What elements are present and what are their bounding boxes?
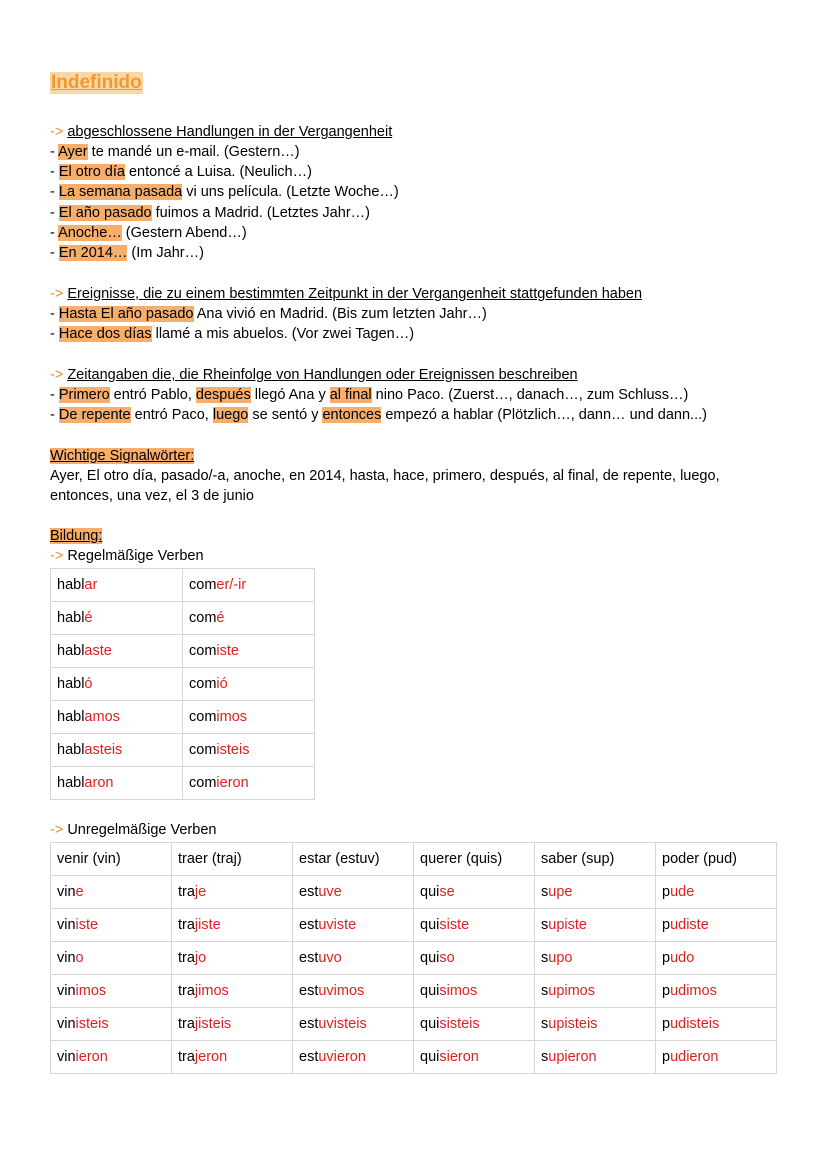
table-cell: quisiste bbox=[414, 909, 535, 942]
table-cell: vino bbox=[51, 942, 172, 975]
table-row bbox=[51, 1008, 777, 1041]
table-row bbox=[51, 668, 315, 701]
table-cell: vinieron bbox=[51, 1041, 172, 1074]
section3-heading-line bbox=[50, 365, 578, 385]
page-title: Indefinido bbox=[51, 72, 142, 93]
list-item: - Anoche… (Gestern Abend…) bbox=[50, 225, 247, 241]
table-cell: pude bbox=[656, 876, 777, 909]
list-item: - El año pasado fuimos a Madrid. (Letztes Jahr…) bbox=[50, 205, 370, 221]
table-cell: hablar bbox=[51, 569, 183, 602]
list-item: - Primero entró Pablo, después llegó Ana y al final nino Paco. (Zuerst…, danach…, zum Schluss…) bbox=[50, 387, 689, 403]
table-row bbox=[51, 942, 777, 975]
table-row bbox=[51, 909, 777, 942]
table-cell: hablaron bbox=[51, 767, 183, 800]
list-item: - El otro día entoncé a Luisa. (Neulich…) bbox=[50, 164, 312, 180]
arrow-icon: -> bbox=[50, 124, 64, 140]
table-cell: comieron bbox=[183, 767, 315, 800]
section3-heading: Zeitangaben die, die Rheinfolge von Handlungen oder Ereignissen beschreiben bbox=[67, 367, 578, 383]
table-cell: supimos bbox=[535, 975, 656, 1008]
table-cell: hablamos bbox=[51, 701, 183, 734]
signal-text: Ayer, El otro día, pasado/-a, anoche, en 2014, hasta, hace, primero, después, al final, de repente, luego, entonces, una vez, el 3 de junio bbox=[50, 468, 720, 504]
table-cell: quiso bbox=[414, 942, 535, 975]
table-cell: quise bbox=[414, 876, 535, 909]
table-row bbox=[51, 876, 777, 909]
table-cell: supiste bbox=[535, 909, 656, 942]
table-row bbox=[51, 569, 315, 602]
table-cell: supe bbox=[535, 876, 656, 909]
table-cell: trajo bbox=[172, 942, 293, 975]
regular-verbs-table bbox=[50, 568, 315, 800]
signal-heading: Wichtige Signalwörter: bbox=[50, 448, 195, 464]
table-cell: vinisteis bbox=[51, 1008, 172, 1041]
table-header-cell: venir (vin) bbox=[51, 843, 172, 876]
table-header-row bbox=[51, 843, 777, 876]
table-cell: supieron bbox=[535, 1041, 656, 1074]
table-header-cell: estar (estuv) bbox=[293, 843, 414, 876]
arrow-icon: -> bbox=[50, 822, 64, 838]
table-cell: estuve bbox=[293, 876, 414, 909]
table-cell: comió bbox=[183, 668, 315, 701]
table-cell: trajeron bbox=[172, 1041, 293, 1074]
table-row bbox=[51, 701, 315, 734]
table-cell: estuvimos bbox=[293, 975, 414, 1008]
bildung-heading: Bildung: bbox=[50, 528, 103, 544]
table-cell: pudo bbox=[656, 942, 777, 975]
table-cell: vine bbox=[51, 876, 172, 909]
table-cell: comiste bbox=[183, 635, 315, 668]
table-cell: comé bbox=[183, 602, 315, 635]
table-cell: estuvieron bbox=[293, 1041, 414, 1074]
section2-heading: Ereignisse, die zu einem bestimmten Zeitpunkt in der Vergangenheit stattgefunden haben bbox=[67, 286, 643, 302]
table-cell: pudieron bbox=[656, 1041, 777, 1074]
table-row bbox=[51, 602, 315, 635]
table-cell: habló bbox=[51, 668, 183, 701]
irregular-label: -> Unregelmäßige Verben bbox=[50, 822, 217, 838]
table-cell: vinimos bbox=[51, 975, 172, 1008]
table-cell: comisteis bbox=[183, 734, 315, 767]
table-cell: hablasteis bbox=[51, 734, 183, 767]
table-cell: hablé bbox=[51, 602, 183, 635]
table-cell: supisteis bbox=[535, 1008, 656, 1041]
regular-label: -> Regelmäßige Verben bbox=[50, 548, 204, 564]
list-item: - La semana pasada vi uns película. (Letzte Woche…) bbox=[50, 184, 399, 200]
table-row bbox=[51, 635, 315, 668]
irregular-verbs-table bbox=[50, 842, 777, 1074]
table-cell: traje bbox=[172, 876, 293, 909]
table-cell: pudimos bbox=[656, 975, 777, 1008]
table-cell: trajiste bbox=[172, 909, 293, 942]
table-cell: estuvo bbox=[293, 942, 414, 975]
table-cell: pudisteis bbox=[656, 1008, 777, 1041]
list-item: - Hace dos días llamé a mis abuelos. (Vor zwei Tagen…) bbox=[50, 326, 415, 342]
table-cell: pudiste bbox=[656, 909, 777, 942]
arrow-icon: -> bbox=[50, 286, 64, 302]
section2-heading-line bbox=[50, 284, 642, 304]
section1-heading: abgeschlossene Handlungen in der Vergangenheit bbox=[67, 124, 393, 140]
arrow-icon: -> bbox=[50, 548, 64, 564]
list-item: - De repente entró Paco, luego se sentó y entonces empezó a hablar (Plötzlich…, dann… und dann...) bbox=[50, 407, 707, 423]
table-cell: quisisteis bbox=[414, 1008, 535, 1041]
table-cell: supo bbox=[535, 942, 656, 975]
table-header-cell: poder (pud) bbox=[656, 843, 777, 876]
list-item: - Hasta El año pasado Ana vivió en Madrid. (Bis zum letzten Jahr…) bbox=[50, 306, 487, 322]
section1-heading-line bbox=[50, 122, 392, 142]
table-row bbox=[51, 975, 777, 1008]
table-row bbox=[51, 1041, 777, 1074]
table-cell: trajisteis bbox=[172, 1008, 293, 1041]
table-cell: viniste bbox=[51, 909, 172, 942]
arrow-icon: -> bbox=[50, 367, 64, 383]
table-cell: estuvisteis bbox=[293, 1008, 414, 1041]
table-cell: comimos bbox=[183, 701, 315, 734]
table-row bbox=[51, 767, 315, 800]
table-cell: estuviste bbox=[293, 909, 414, 942]
list-item: - En 2014… (Im Jahr…) bbox=[50, 245, 204, 261]
table-cell: quisieron bbox=[414, 1041, 535, 1074]
table-cell: quisimos bbox=[414, 975, 535, 1008]
table-row bbox=[51, 734, 315, 767]
list-item: - Ayer te mandé un e-mail. (Gestern…) bbox=[50, 144, 300, 160]
table-header-cell: querer (quis) bbox=[414, 843, 535, 876]
table-cell: comer/-ir bbox=[183, 569, 315, 602]
table-cell: hablaste bbox=[51, 635, 183, 668]
table-header-cell: traer (traj) bbox=[172, 843, 293, 876]
table-header-cell: saber (sup) bbox=[535, 843, 656, 876]
table-cell: trajimos bbox=[172, 975, 293, 1008]
